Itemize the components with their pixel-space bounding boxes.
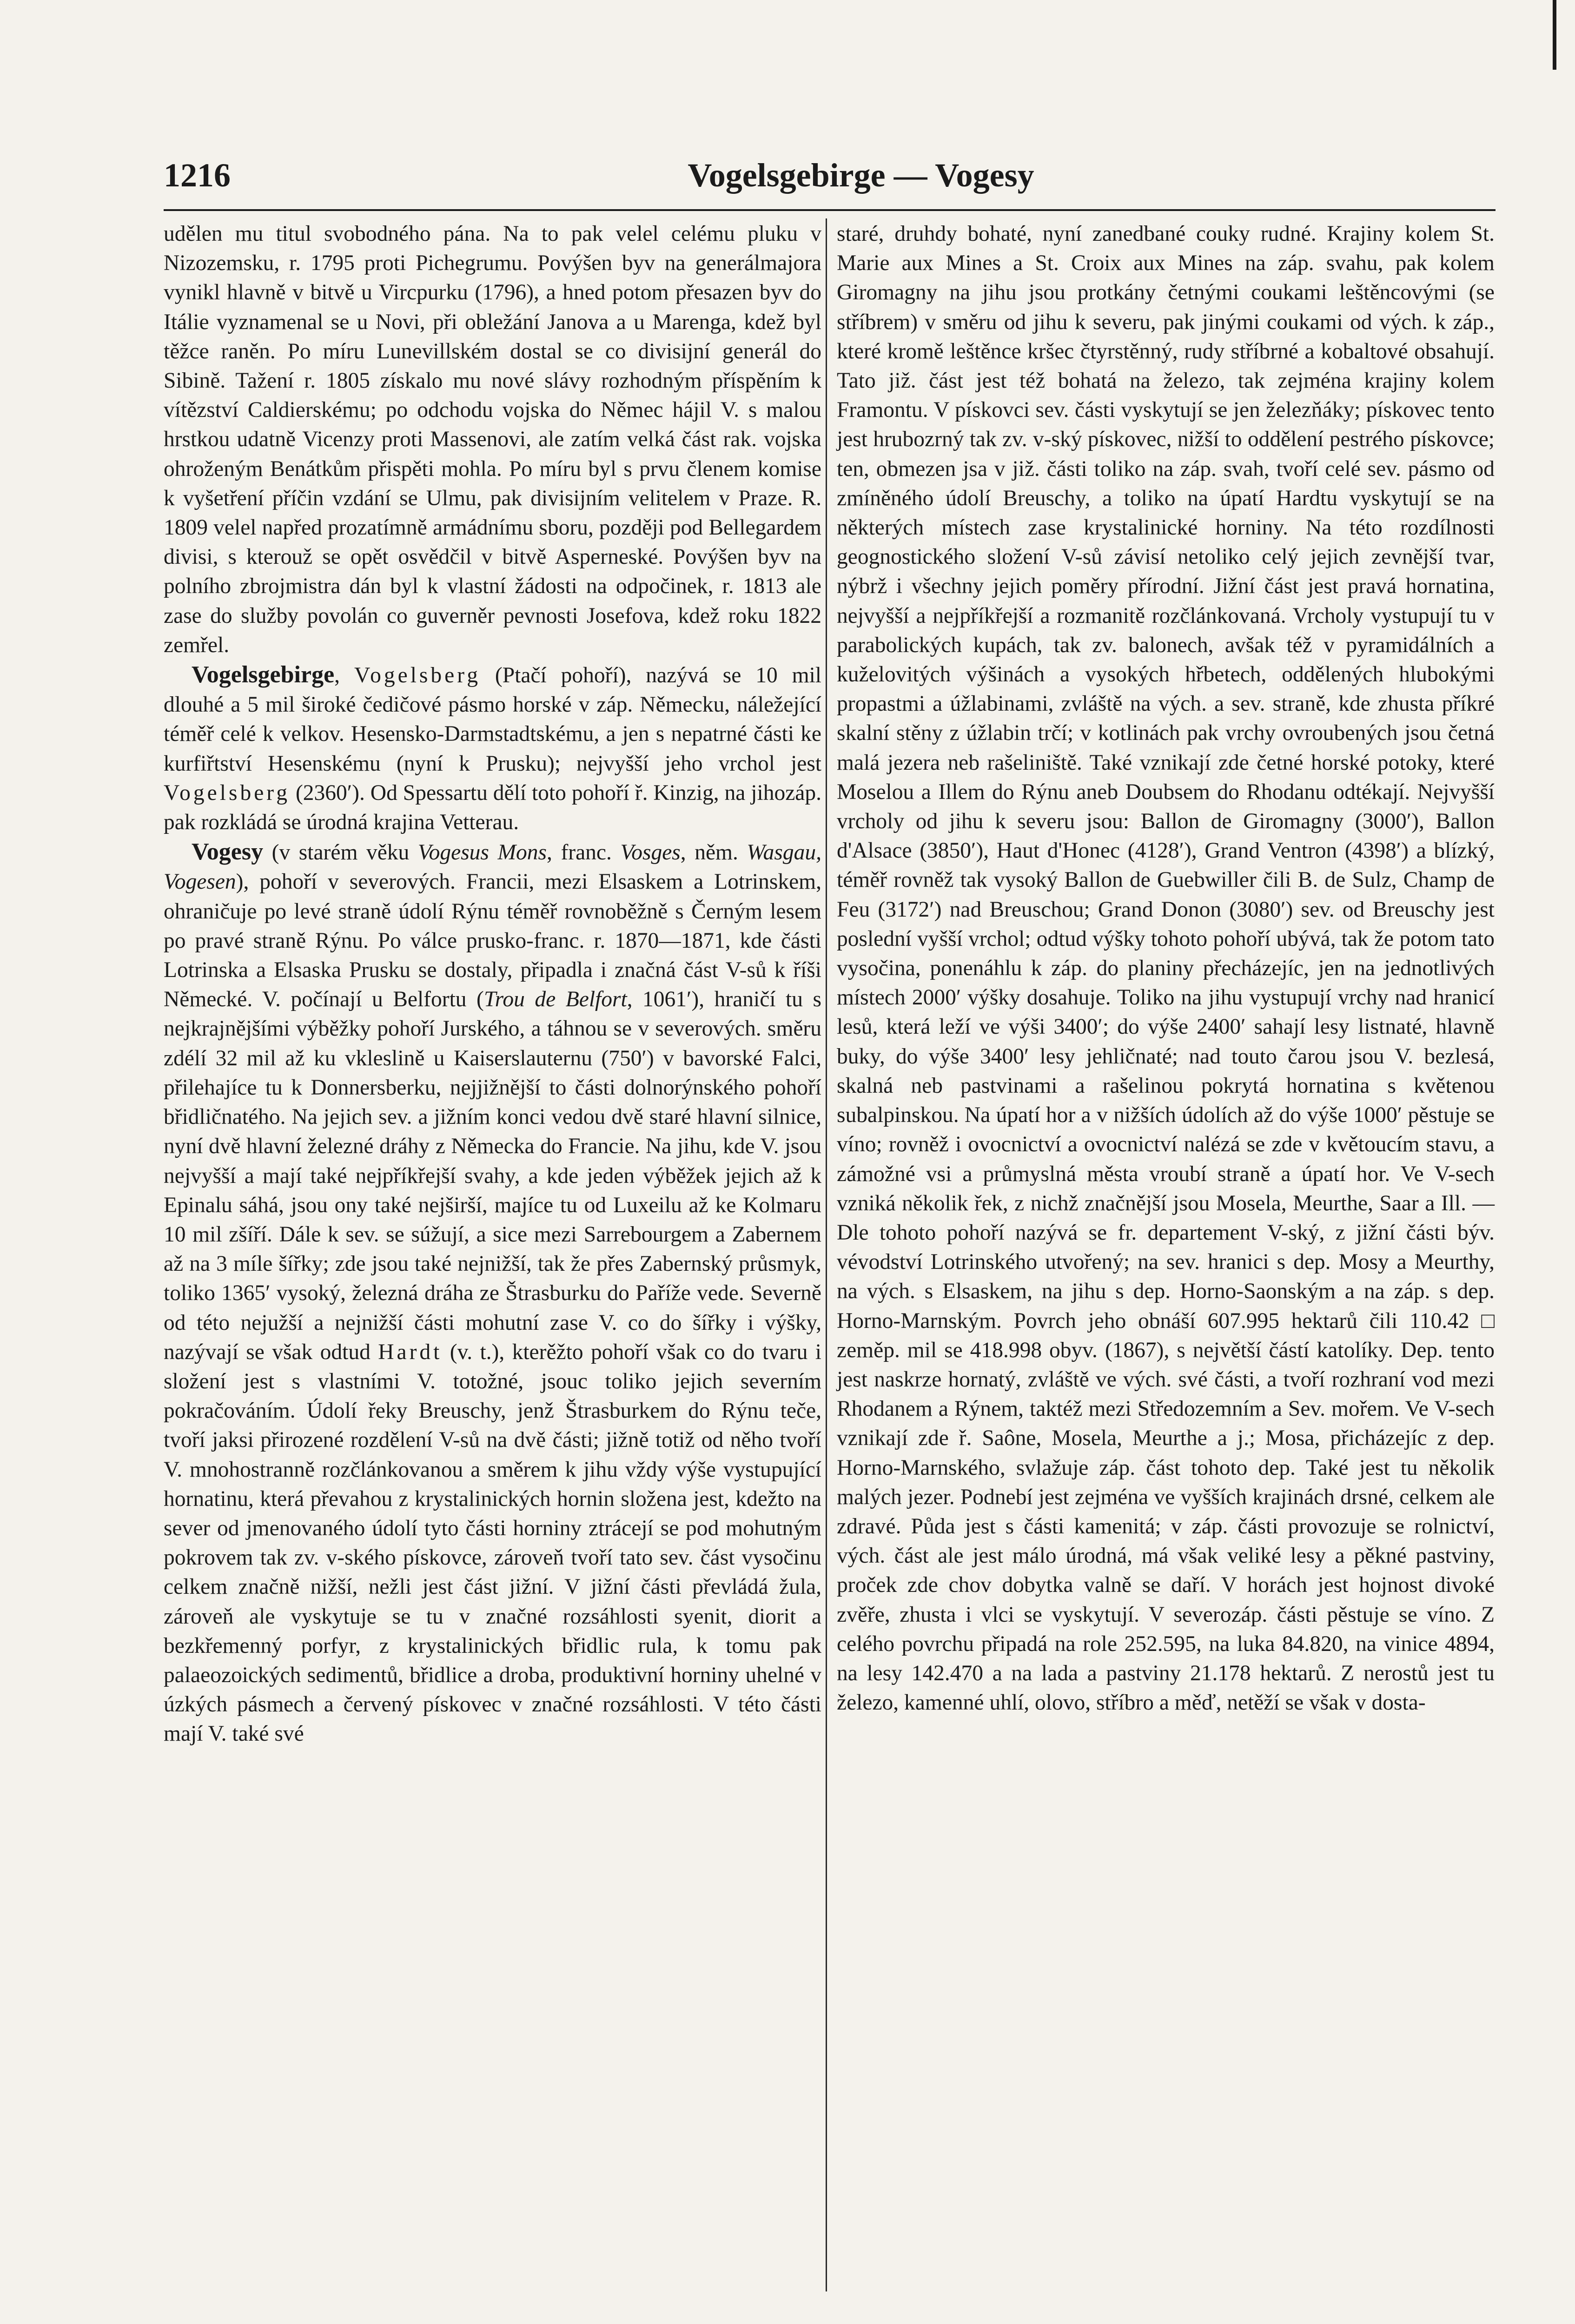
entry-text: (v starém věku [263, 840, 418, 865]
page-number: 1216 [164, 157, 231, 194]
running-head: Vogelsgebirge — Vogesy [688, 157, 1034, 194]
entry-text: , 1061′), hraničí tu s nejkrajnějšími výběžky pohoří Jurského, a táhnou se v severových. směru zdélí 32 mil až ku vkleslině u Kaiserslauternu (750′) v bavorské Falci, přilehajíce tu k Donnersberku, nejjižnější to části dolnorýnského pohoří břidličnatého. Na jejich sev. a jižním konci vedou dvě staré hlavní silnice, nyní dvě hlavní železné dráhy z Německa do Francie. Na jihu, kde V. jsou nejvyšší a mají také nejpříkřejší svahy, a kde jeden výběžek jejich až k Epinalu sáhá, jsou ony také nejširší, majíce tu od Luxeilu až ke Kolmaru 10 mil zšíří. Dále k sev. se súžují, a sice mezi Sarrebourgem a Zabernem až na 3 míle šířky; zde jsou také nejnižší, tak že přes Zabernský průsmyk, toliko 1365′ vysoký, železná dráha ze Štrasburku do Paříže vede. Severně od této nejužší a nejnižší části mohutní zase V. co do šířky i výšky, nazývají se však odtud [164, 987, 821, 1364]
entry-text: (2360′). Od Spessartu dělí toto pohoří ř. Kinzig, na jihozáp. pak rozkládá se úrodná krajina Vetterau. [164, 780, 821, 835]
german-name: Wasgau, Vogesen [164, 840, 821, 894]
continued-entry-paragraph: staré, druhdy bohaté, nyní zanedbané couky rudné. Krajiny kolem St. Marie aux Mines a St. Croix aux Mines na záp. svahu, pak kolem Giromagny na jihu jsou protkány četnými coukami leštěncovými (se stříbrem) v směru od jihu k severu, pak jinými coukami od vých. k záp., které kromě leštěnce kršec čtyrstěnný, rudy stříbrné a kobaltové obsahují. Tato již. část jest též bohatá na železo, tak zejména krajiny kolem Framontu. V pískovci sev. části vyskytují se jen železňáky; pískovec tento jest hrubozrný tak zv. v-ský pískovec, nižší to oddělení pestrého pískovce; ten, obmezen jsa v již. části toliko na záp. svah, tvoří celé sev. pásmo od zmíněného údolí Breuschy, a toliko na úpatí Hardtu vyskytují se na některých místech zase krystalinické horniny. Na této rozdílnosti geognostického složení V-sů závisí netoliko celý jejich zevnější tvar, nýbrž i všechny jejich poměry přírodní. Jižní část jest pravá hornatina, nejvyšší a nejpříkřejší a rozmanitě rozčlánkovaná. Vrcholy vystupují tu v parabolických kupách, tak zv. balonech, avšak též v pyramidálních a kuželovitých výšinách a vysokých hřbetech, oddělených hlubokými propastmi a úžlabinami, zvláště na vých. a sev. straně, kde zhusta příkré skalní stěny z úžlabin trčí; v kotlinách pak vrchy ovroubených jsou četná malá jezera neb rašeliniště. Také vznikají zde četné horské potoky, které Moselou a Illem do Rýnu aneb Doubsem do Rhodanu odtékají. Nejvyšší vrcholy od jihu k severu jsou: Ballon de Giromagny (3000′), Ballon d'Alsace (3850′), Haut d'Honec (4128′), Grand Ventron (4398′) a blízký, téměř rovněž tak vysoký Ballon de Guebwiller čili B. de Sulz, Champ de Feu (3172′) nad Breuschou; Grand Donon (3080′) sev. od Breuschy jest poslední vyšší vrchol; odtud výšky tohoto pohoří ubývá, tak že potom tato vysočina, ponenáhlu k záp. do planiny přecházejíc, jen na jednotlivých místech 2000′ výšky dosahuje. Toliko na jihu vystupují vrchy nad hranicí lesů, která leží ve výši 3400′; do výše 2400′ sahají lesy listnaté, hlavně buky, do výše 3400′ lesy jehličnaté; nad touto čarou jsou V. bezlesá, skalná neb pastvinami a rašelinou pokrytá hornatina s květenou subalpinskou. Na úpatí hor a v nižších údolích až do výše 1000′ pěstuje se víno; rovněž i ovocnictví a ovocnictví nalézá se zde v květoucím stavu, a zámožné vsi a průmyslná města vroubí straně a úpatí hor. Ve V-sech vzniká několik řek, z nichž značnější jsou Mosela, Meurthe, Saar a Ill. — Dle tohoto pohoří nazývá se fr. departement V-ský, z jižní části býv. vévodství Lotrinského utvořený; na sev. hranici s dep. Mosy a Meurthy, na vých. s Elsaskem, na jihu s dep. Horno-Saonským a na záp. s dep. Horno-Marnským. Povrch jeho obnáší 607.995 hektarů čili 110.42 □ zeměp. mil se 418.998 obyv. (1867), s největší částí katolíky. Dep. tento jest naskrze hornatý, zvláště ve vých. své části, a tvoří rozhraní vod mezi Rhodanem a Rýnem, taktéž mezi Středozemním a Sev. mořem. Ve V-sech vznikají zde ř. Saône, Mosela, Meurthe a j.; Mosa, přicházejíc z dep. Horno-Marnského, svlažuje záp. část tohoto dep. Také jest tu několik malých jezer. Podnebí jest zejména ve vyšších krajinách drsné, celkem ale zdravé. Půda jest s části kamenitá; v záp. části provozuje se rolnictví, vých. část ale jest málo úrodná, má však veliké lesy a pěkné pastviny, proček zde chov dobytka valně se daří. V horách jest hojnost divoké zvěře, zhusta i vlci se vyskytují. V severozáp. části pěstuje se víno. Z celého povrchu připadá na role 252.595, na luka 84.820, na vinice 4894, na lesy 142.470 a na lada a pastviny 21.178 hektarů. Z nerostů jest tu železo, kamenné uhlí, olovo, stříbro a měď, netěží se však v dosta- [837, 222, 1495, 1715]
spaced-name: Hardt [378, 1340, 443, 1364]
headword-vogelsgebirge: Vogelsgebirge [192, 661, 335, 688]
continued-entry-paragraph: udělen mu titul svobodného pána. Na to pak velel celému pluku v Nizozemsku, r. 1795 proti Pichegrumu. Povýšen byv na generálmajora vynikl hlavně v bitvě u Vircpurku (1796), a hned potom přesazen byv do Itálie vyznamenal se u Novi, při obležání Janova a u Marenga, kdež byl těžce raněn. Po míru Lunevillském dostal se co divisijní generál do Sibině. Tažení r. 1805 získalo mu nové slávy rozhodným příspěním k vítězství Caldierskému; po odchodu vojska do Němec hájil V. s malou hrstkou udatně Vicenzy proti Massenovi, ale zatím velká část rak. vojska ohroženým Benátkům přispěti mohla. Po míru byl s prvu členem komise k vyšetření příčin vzdání se Ulmu, pak divisijním velitelem v Praze. R. 1809 velel napřed prozatímně armádnímu sboru, později pod Bellegardem divisi, s kterouž se opět osvědčil v bitvě Asperneské. Povýšen byv na polního zbrojmistra dán byl k vlastní žádosti na odpočinek, r. 1813 ale zase do služby povolán co guverněr pevnosti Josefova, kdež roku 1822 zemřel. [164, 222, 821, 657]
entry-vogesy [164, 837, 821, 1749]
entry-text: , [334, 663, 354, 688]
spaced-name: Vogelsberg [354, 663, 481, 688]
right-column [837, 219, 1495, 1717]
header-rule [164, 209, 1496, 211]
entry-text: (v. t.), kterěžto pohoří však co do tvaru i složení jest s vlastními V. totožné, jsouc toliko jejich severním pokračováním. Údolí řeky Breuschy, jenž Štrasburkem do Rýnu teče, tvoří jaksi přirozené rozdělení V-sů na dvě části; jižně totiž od něho tvoří V. mnohostranně rozčlánkovanou a směrem k jihu vždy výše vystupující hornatinu, která převahou z krystalinických hornin složena jest, kdežto na sever od jmenovaného údolí tyto části horniny ztrácejí se pod mohutným pokrovem tak zv. v-ského pískovce, zároveň tvoří tato sev. část vysočinu celkem značně nižší, nežli jest část jižní. V jižní části převládá žula, zároveň ale vyskytuje se tu v značné rozsáhlosti syenit, diorit a bezkřemenný porfyr, z krystalinických břidlic rula, k tomu pak palaeozoických sedimentů, břidlice a droba, produktivní horniny uhelné v úzkých pásmech a červený pískovec v značné rozsáhlosti. V této části mají V. také své [164, 1340, 822, 1746]
entry-text: , franc. [547, 840, 621, 865]
french-name: Vosges [620, 840, 681, 865]
headword-vogesy: Vogesy [192, 838, 264, 865]
entry-text: ), pohoří v severových. Francii, mezi Elsaskem a Lotrinskem, ohraničuje po levé straně údolí Rýnu téměř rovnoběžně s Černým lesem po pravé straně Rýnu. Po válce prusko-franc. r. 1870—1871, kde části Lotrinska a Elsaska Prusku se dostaly, připadla i značná část V-sů k říši Německé. V. počínají u Belfortu ( [164, 870, 821, 1012]
entry-text: , něm. [680, 840, 747, 865]
column-divider [826, 218, 827, 2291]
page-header [164, 148, 1496, 199]
entry-vogelsgebirge [164, 660, 821, 837]
entry-text: (Ptačí pohoří), nazývá se 10 mil dlouhé a 5 mil široké čedičové pásmo horské v záp. Německu, náležející téměř celé k velkov. Hesensko-Darmstadtskému, a jen s nepatrné části ke kurfiřtství Hesenskému (nyní k Prusku); nejvyšší jeho vrchol jest [164, 663, 821, 776]
belfort-name: Trou de Belfort [483, 987, 627, 1012]
page-edge-mark [1553, 0, 1556, 70]
spaced-name: Vogelsberg [164, 780, 290, 805]
latin-name: Vogesus Mons [417, 840, 547, 865]
left-column [164, 219, 821, 1749]
